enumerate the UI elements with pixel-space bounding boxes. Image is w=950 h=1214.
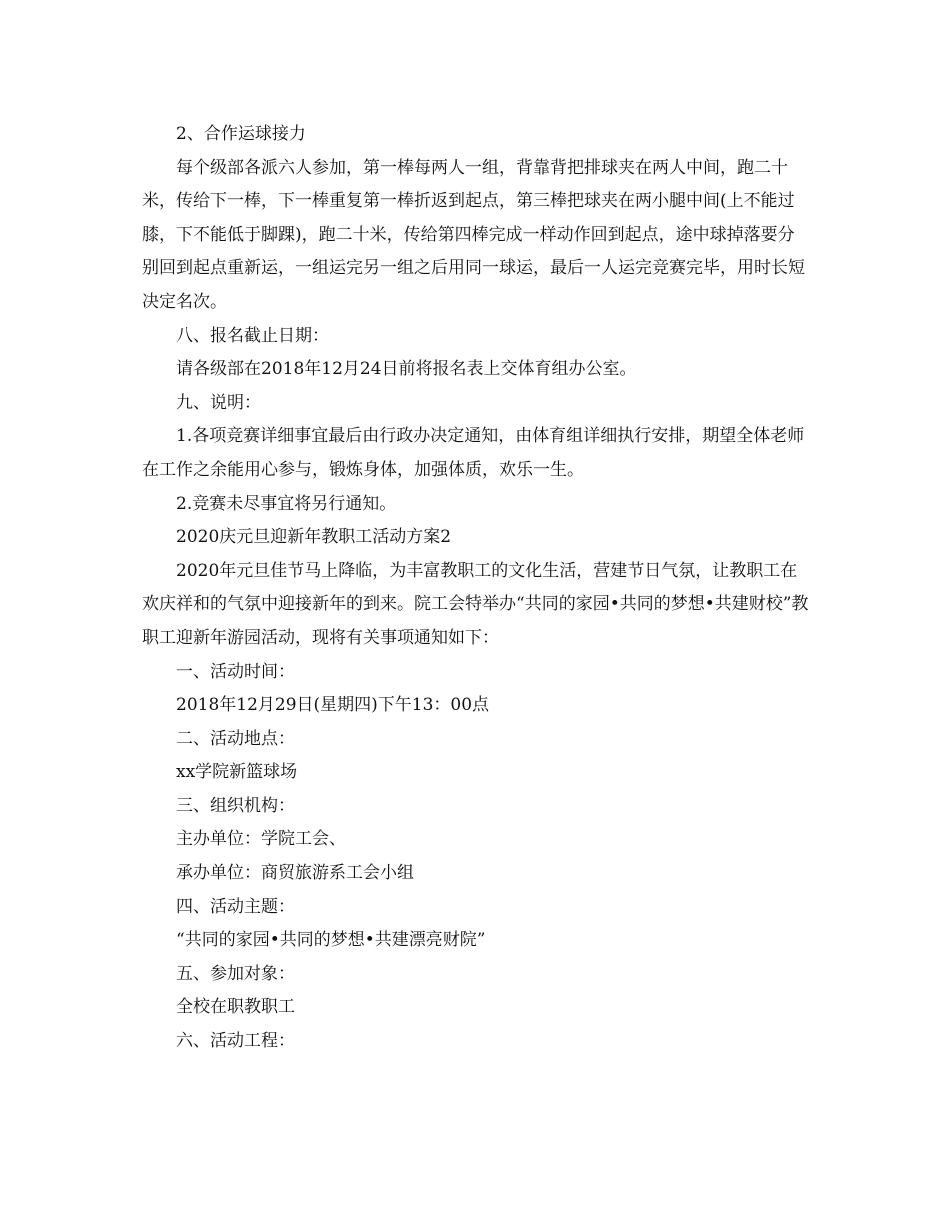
paragraph-organization-heading: 三、组织机构： (176, 795, 295, 816)
paragraph-relay-heading: 2、合作运球接力 (176, 124, 306, 144)
paragraph-theme-text: “共同的家园•共同的梦想•共建漂亮财院” (176, 930, 486, 951)
paragraph-program-heading: 六、活动工程： (176, 1031, 295, 1052)
paragraph-organizer: 主办单位：学院工会、 (176, 829, 346, 850)
paragraph-location-text: xx学院新篮球场 (176, 762, 298, 783)
paragraph-time-heading: 一、活动时间： (176, 661, 295, 682)
document-body (142, 118, 810, 1059)
paragraph-participants-text: 全校在职教职工 (176, 997, 295, 1018)
paragraph-plan-title: 2020庆元旦迎新年教职工活动方案2 (176, 527, 452, 548)
paragraph-deadline-heading: 八、报名截止日期： (176, 325, 329, 346)
paragraph-co-organizer: 承办单位：商贸旅游系工会小组 (176, 863, 414, 884)
paragraph-relay-rules: 每个级部各派六人参加，第一棒每两人一组，背靠背把排球夹在两人中间，跑二十米，传给下一棒，下一棒重复第一棒折返到起点，第三棒把球夹在两小腿中间(上不能过膝，下不能低于脚踝)，跑二十米，传给第四棒完成一样动作回到起点，途中球掉落要分别回到起点重新运，一组运完另一组之后用同一球运，最后一人运完竞赛完毕，用时长短决定名次。 (142, 157, 805, 312)
paragraph-notes-heading: 九、说明： (176, 392, 261, 413)
paragraph-plan-intro: 2020年元旦佳节马上降临，为丰富教职工的文化生活，营建节日气氛，让教职工在欢庆祥和的气氛中迎接新年的到来。院工会特举办“共同的家园•共同的梦想•共建财校”教职工迎新年游园活动，现将有关事项通知如下： (142, 560, 809, 648)
paragraph-location-heading: 二、活动地点： (176, 728, 295, 749)
paragraph-time-text: 2018年12月29日(星期四)下午13：00点 (176, 695, 490, 716)
paragraph-note-1: 1.各项竞赛详细事宜最后由行政办决定通知，由体育组详细执行安排，期望全体老师在工作之余能用心参与，锻炼身体，加强体质，欢乐一生。 (142, 426, 805, 480)
paragraph-note-2: 2.竞赛未尽事宜将另行通知。 (176, 493, 397, 514)
paragraph-participants-heading: 五、参加对象： (176, 963, 295, 984)
paragraph-theme-heading: 四、活动主题： (176, 896, 295, 917)
paragraph-deadline-text: 请各级部在2018年12月24日前将报名表上交体育组办公室。 (176, 359, 637, 380)
